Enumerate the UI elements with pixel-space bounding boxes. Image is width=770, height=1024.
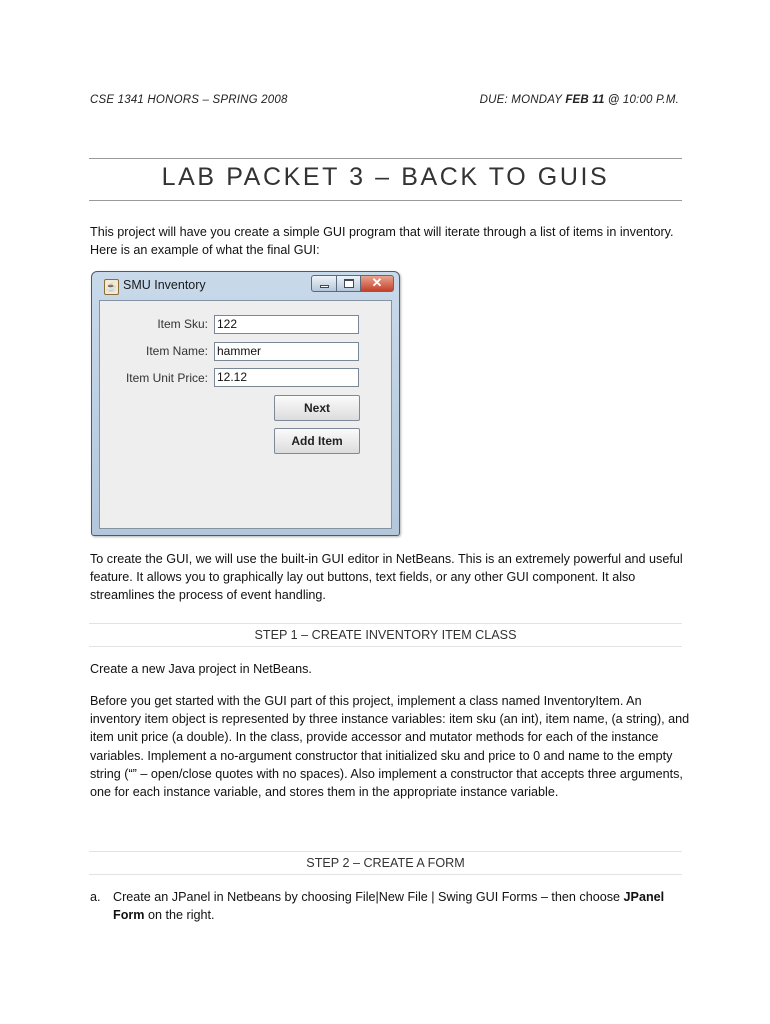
title-top-rule [89, 158, 682, 159]
item-sku-label: Item Sku: [157, 317, 208, 331]
item-a-bold-jpanel: JPanel [623, 890, 665, 904]
window-title: SMU Inventory [123, 278, 206, 292]
minimize-icon [320, 285, 329, 288]
maximize-button[interactable] [336, 275, 361, 292]
page-title: LAB PACKET 3 – BACK TO GUIS [161, 163, 610, 191]
window-content [99, 300, 392, 529]
gui-paragraph: To create the GUI, we will use the built-in GUI editor in NetBeans. This is an extremely powerful and useful feature. It allows you to graphically lay out buttons, text fields, or any other GUI component. It also streamlines the process of event handling. [90, 552, 683, 603]
due-prefix: DUE: MONDAY [479, 94, 566, 106]
next-button[interactable]: Next [274, 395, 360, 421]
maximize-icon [344, 279, 354, 288]
close-button[interactable] [360, 275, 394, 292]
item-sku-field[interactable]: 122 [214, 315, 359, 334]
item-a-text-before: Create an JPanel in Netbeans by choosing File|New File | Swing GUI Forms – then choose [113, 890, 624, 904]
item-name-label: Item Name: [145, 344, 208, 358]
item-unit-price-label: Item Unit Price: [125, 371, 208, 385]
step1-heading: STEP 1 – CREATE INVENTORY ITEM CLASS [89, 623, 682, 647]
step1-intro: Create a new Java project in NetBeans. [90, 662, 312, 676]
step2-heading: STEP 2 – CREATE A FORM [89, 851, 682, 875]
course-header: CSE 1341 HONORS – SPRING 2008 [90, 94, 288, 106]
item-a-text-after: on the right. [144, 908, 215, 923]
item-unit-price-field[interactable]: 12.12 [214, 368, 359, 387]
title-bottom-rule [89, 200, 682, 201]
close-icon: ✕ [371, 275, 383, 290]
step1-body: Before you get started with the GUI part of this project, implement a class named InventoryItem. An inventory item object is represented by three instance variables: item sku (an int), item name, (a string), and item unit price (a double). In the class, provide accessor and mutator methods for each of the instance variables. Implement a no-argument constructor that initialized sku and price to 0 and name to the empty string (“” – open/close quotes with no spaces). Also implement a constructor that accepts three arguments, one for each instance variable, and stores them in the appropriate instance variable. [90, 694, 690, 800]
step2-item-a-marker: a. [90, 890, 101, 904]
item-name-field[interactable]: hammer [214, 342, 359, 361]
intro-paragraph: This project will have you create a simple GUI program that will iterate through a list of items in inventory. Here is an example of what the final GUI: [90, 225, 674, 258]
minimize-button[interactable] [311, 275, 337, 292]
smu-inventory-window [91, 271, 400, 536]
due-time: 10:00 P.M. [619, 94, 679, 106]
add-item-button[interactable]: Add Item [274, 428, 360, 454]
item-a-bold-form: Form [113, 908, 145, 923]
window-titlebar [92, 272, 399, 300]
due-date-header [480, 94, 679, 106]
step2-item-a-text [113, 888, 673, 924]
java-cup-icon: ☕ [104, 279, 119, 295]
due-date: FEB 11 @ [565, 94, 620, 106]
